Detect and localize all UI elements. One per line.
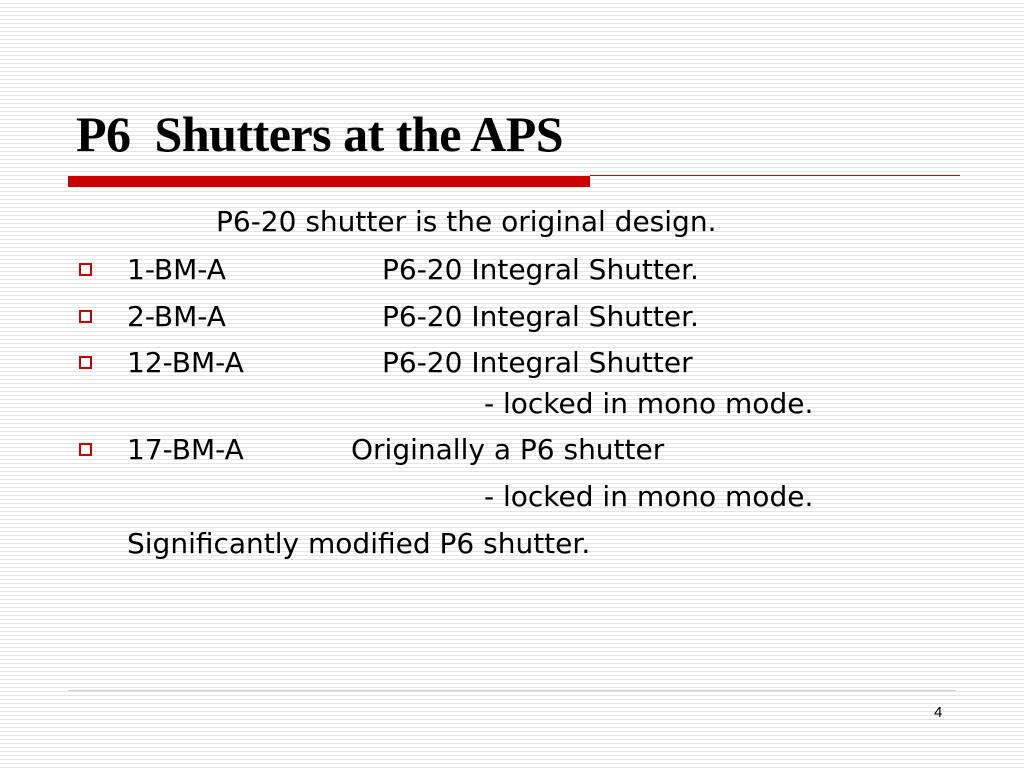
- item-description: P6-20 Integral Shutter.: [382, 253, 699, 286]
- item-description: P6-20 Integral Shutter.: [382, 300, 699, 333]
- footer-text: Significantly modified P6 shutter.: [127, 527, 591, 560]
- title-underline-thick: [68, 176, 590, 187]
- title-underline-thin: [590, 175, 960, 176]
- item-note: - locked in mono mode.: [484, 387, 814, 420]
- item-label: 17-BM-A: [127, 433, 244, 466]
- bottom-divider: [68, 690, 956, 691]
- hollow-square-bullet-icon: [79, 263, 92, 276]
- hollow-square-bullet-icon: [79, 356, 92, 369]
- item-label: 2-BM-A: [127, 300, 226, 333]
- intro-text: P6-20 shutter is the original design.: [216, 205, 717, 238]
- page-number: 4: [934, 704, 943, 721]
- item-label: 12-BM-A: [127, 346, 244, 379]
- item-label: 1-BM-A: [127, 253, 226, 286]
- hollow-square-bullet-icon: [79, 310, 92, 323]
- slide-title: P6 Shutters at the APS: [76, 106, 564, 162]
- item-note: - locked in mono mode.: [484, 480, 814, 513]
- hollow-square-bullet-icon: [79, 443, 92, 456]
- item-description: P6-20 Integral Shutter: [382, 346, 693, 379]
- item-description: Originally a P6 shutter: [351, 433, 665, 466]
